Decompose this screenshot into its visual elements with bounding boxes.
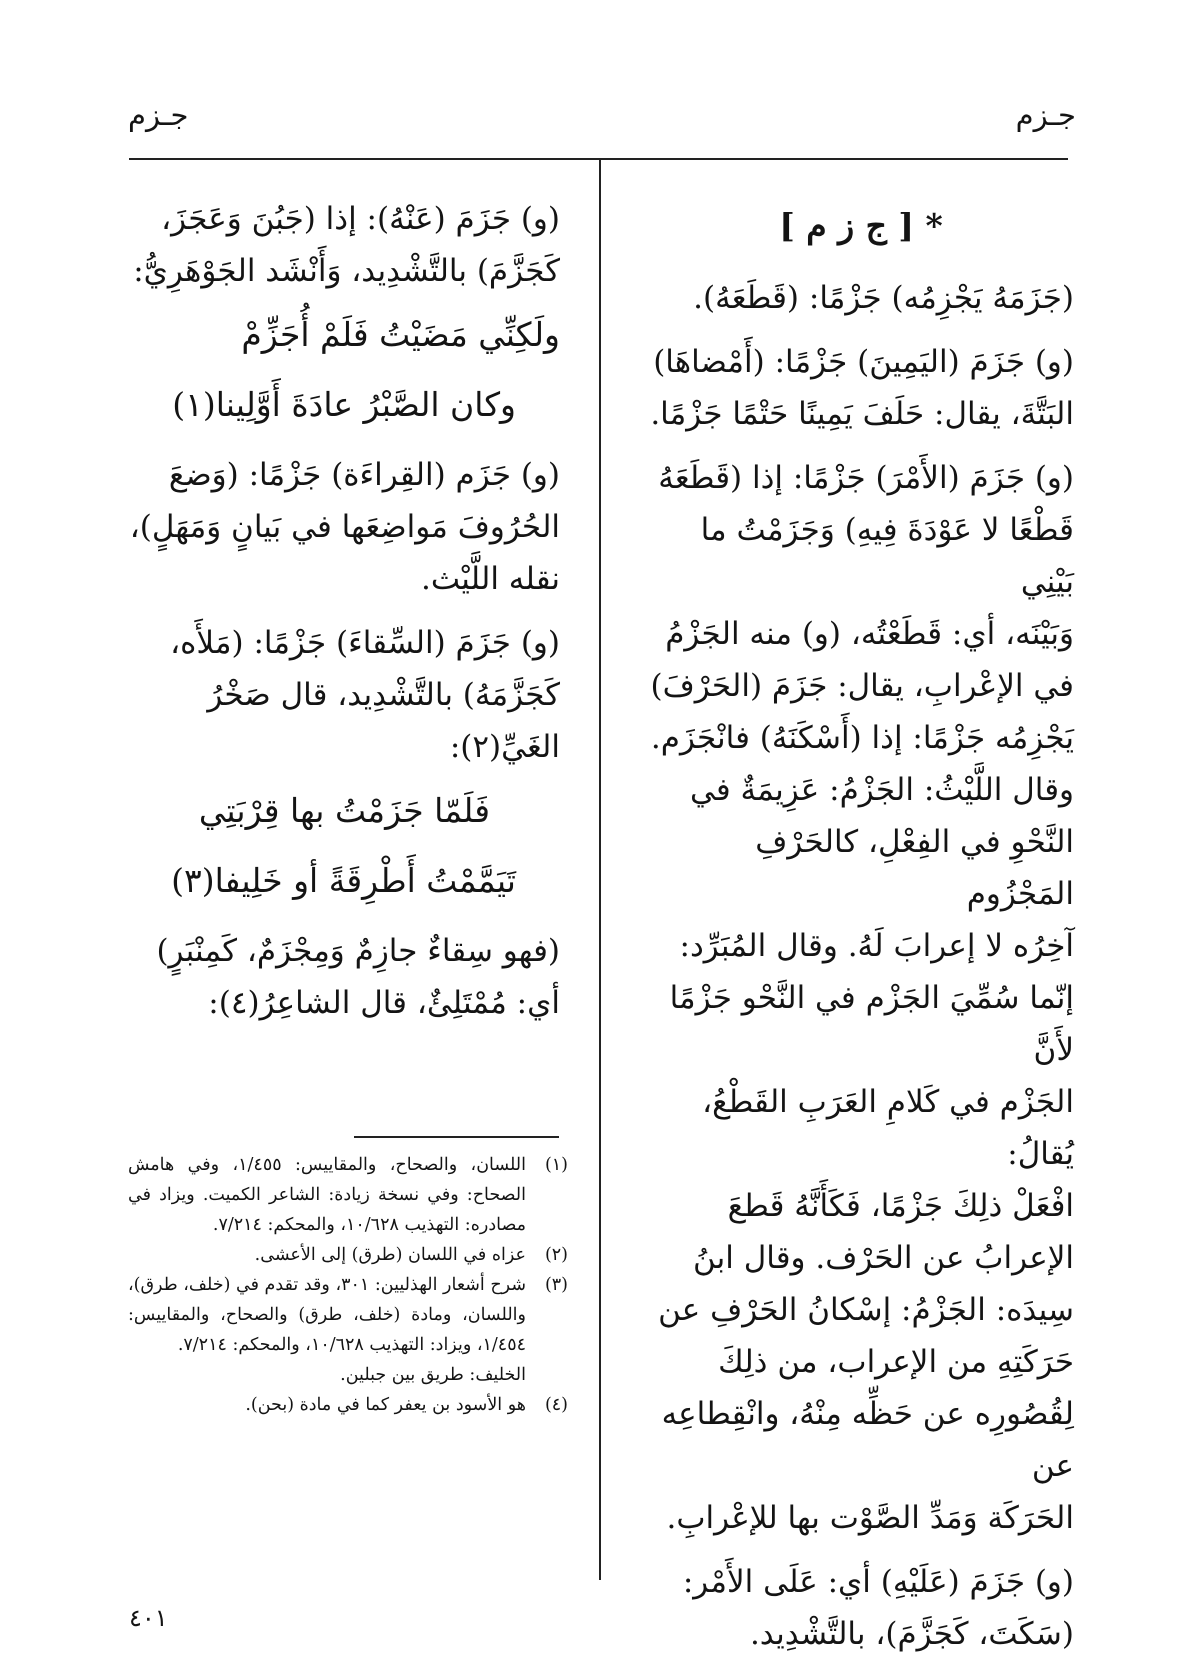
text-line: يَجْزِمُه جَزْمًا: إذا (أَسْكَنَهُ) فانْجَزَم. (650, 720, 1074, 756)
footnotes (128, 1150, 568, 1420)
paragraph-oath (648, 336, 1074, 440)
footnote-number: (٢) (544, 1245, 568, 1265)
verse-line: تَيَمَّمْتُ أَطْرِقَةً أو خَلِيفا(٣) (171, 861, 516, 900)
text-line: (جَزَمَهُ يَجْزِمُه) جَزْمًا: (قَطَعَهُ). (693, 280, 1074, 316)
footnote-text: هو الأسود بن يعفر كما في مادة (بحن). (245, 1395, 526, 1415)
paragraph-silence (648, 1556, 1074, 1660)
paragraph-definition (648, 272, 1074, 324)
text-line: وَبَيْنَه، أي: قَطَعْتُه، (و) منه الجَزْمُ (665, 616, 1074, 652)
text-line: (و) جَزَم (القِراءَة) جَزْمًا: (وَضعَ (168, 457, 560, 493)
right-column (648, 200, 1074, 1670)
text-line: لِقُصُورِه عن حَظِّه مِنْهُ، وانْقِطاعِه عن (661, 1396, 1074, 1484)
text-line: (فهو سِقاءٌ جازِمٌ وَمِجْزَمٌ، كَمِنْبَرٍ) (156, 933, 560, 969)
footnote (128, 1240, 568, 1270)
paragraph-reading (128, 449, 560, 605)
text-line: آخِرُه لا إعرابَ لَهُ. وقال المُبَرِّد: (679, 928, 1074, 964)
text-line: الحُرُوفَ مَواضِعَها في بَيانٍ وَمَهَلٍ)، (129, 509, 560, 545)
text-line: الغَيِّ(٢): (449, 729, 560, 765)
text-line: كَجَزَّمَهُ) بالتَّشْدِيد، قال صَخْرُ (207, 677, 560, 713)
footnote-text: شرح أشعار الهذليين: ٣٠١، وقد تقدم في (خلف، طرق)، واللسان، ومادة (خلف، طرق) والصحاح، والمقاييس: ١/٤٥٤، ويزاد: التهذيب ١٠/٦٢٨، والمحكم: ٧/٢١٤. (128, 1275, 526, 1355)
text-line: الجَزْم في كَلامِ العَرَبِ القَطْعُ، يُقالُ: (702, 1084, 1074, 1172)
left-column (128, 193, 560, 1039)
paragraph-full (128, 925, 560, 1029)
paragraph-cowardice (128, 193, 560, 437)
page-number: ٤٠١ (129, 1604, 168, 1632)
text-line: (و) جَزَمَ (اليَمِينَ) جَزْمًا: (أَمْضاهَا) (653, 344, 1074, 380)
verse-line: ولَكِنِّي مَضَيْتُ فَلَمْ أُجَزِّمْ (241, 315, 560, 354)
text-line: (و) جَزَمَ (عَلَيْهِ) أي: عَلَى الأَمْر: (682, 1564, 1074, 1600)
column-divider (599, 160, 601, 1580)
entry-heading: * [ ج ز م ] (779, 206, 943, 245)
text-line: البَتَّةَ، يقال: حَلَفَ يَمِينًا حَتْمًا جَزْمًا. (650, 396, 1074, 432)
paragraph-waterskin (128, 617, 560, 913)
text-line: سِيدَه: الجَزْمُ: إسْكانُ الحَرْفِ عن (658, 1292, 1074, 1328)
text-line: النَّحْوِ في الفِعْلِ، كالحَرْفِ المَجْزُوم (755, 824, 1074, 912)
verse-line: وكان الصَّبْرُ عادَةَ أَوَّلِينا(١) (172, 385, 516, 424)
footnote-text: الخليف: طريق بين جبلين. (340, 1365, 526, 1385)
text-line: (و) جَزَمَ (عَنْهُ): إذا (جَبُنَ وَعَجَزَ، (161, 201, 560, 237)
footnote (128, 1360, 568, 1390)
footnote-text: عزاه في اللسان (طرق) إلى الأعشى. (254, 1245, 526, 1265)
text-line: (و) جَزَمَ (السِّقاءَ) جَزْمًا: (مَلأَه، (170, 625, 560, 661)
text-line: الحَرَكَة وَمَدِّ الصَّوْت بها للإعْرابِ. (666, 1500, 1074, 1536)
text-line: قَطْعًا لا عَوْدَةَ فِيهِ) وَجَزَمْتُ ما بَيْنِي (700, 512, 1074, 600)
text-line: افْعَلْ ذلِكَ جَزْمًا، فَكَأَنَّهُ قَطعَ (727, 1188, 1074, 1224)
footnote-number: (٣) (544, 1275, 568, 1295)
footnote (128, 1150, 568, 1240)
footnote (128, 1270, 568, 1360)
text-line: في الإعْرابِ، يقال: جَزَمَ (الحَرْفَ) (650, 668, 1074, 704)
text-line: وقال اللَّيْثُ: الجَزْمُ: عَزِيمَةٌ في (690, 772, 1074, 808)
running-head-left: جـزم (128, 98, 189, 132)
text-line: (سَكَتَ، كَجَزَّمَ)، بالتَّشْدِيد. (749, 1616, 1074, 1652)
running-head-right: جـزم (1015, 98, 1076, 132)
paragraph-grammar (648, 452, 1074, 1544)
footnote-number: (٤) (544, 1395, 568, 1415)
text-line: إنّما سُمِّيَ الجَزْم في النَّحْو جَزْمًا لأَنَّ (669, 980, 1074, 1068)
text-line: كَجَزَّمَ) بالتَّشْدِيد، وَأَنْشَد الجَوْهَرِيُّ: (133, 253, 560, 289)
footnote-rule (354, 1136, 559, 1138)
text-line: نقله اللَّيْث. (420, 561, 560, 597)
text-line: (و) جَزَمَ (الأَمْرَ) جَزْمًا: إذا (قَطَعَهُ (658, 460, 1074, 496)
footnote-number (526, 1360, 568, 1390)
text-line: الإعرابُ عن الحَرْف. وقال ابنُ (693, 1240, 1074, 1276)
verse-line: فَلَمّا جَزَمْتُ بها قِرْبَتِي (198, 791, 490, 830)
text-line: حَرَكَتِهِ من الإعراب، من ذلِكَ (718, 1344, 1074, 1380)
footnote-text: اللسان، والصحاح، والمقاييس: ١/٤٥٥، وفي هامش الصحاح: وفي نسخة زيادة: الشاعر الكميت. ويزاد في مصادره: التهذيب ١٠/٦٢٨، والمحكم: ٧/٢١٤. (128, 1155, 526, 1235)
text-line: أي: مُمْتَلِئٌ، قال الشاعِرُ(٤): (208, 985, 560, 1021)
footnote-number: (١) (544, 1155, 568, 1175)
footnote (128, 1390, 568, 1420)
